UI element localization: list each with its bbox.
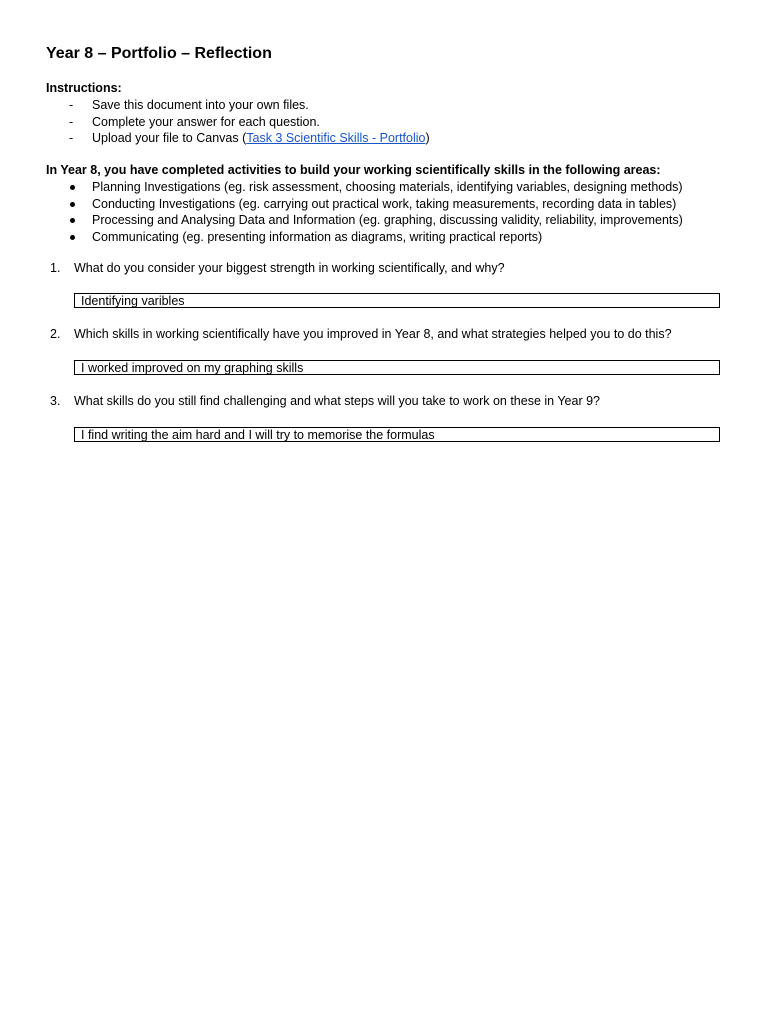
answer-field-1[interactable]: Identifying varibles bbox=[74, 293, 720, 308]
instruction-text: Save this document into your own files. bbox=[92, 98, 309, 112]
skills-area-text: Conducting Investigations (eg. carrying out practical work, taking measurements, recording data in tables) bbox=[92, 196, 677, 211]
instruction-text-after: ) bbox=[425, 131, 430, 145]
skills-areas-intro: In Year 8, you have completed activities to build your working scientifically skills in the following areas: bbox=[46, 163, 661, 177]
skills-area-text: Planning Investigations (eg. risk assessment, choosing materials, identifying variables, designing methods) bbox=[92, 180, 683, 194]
dash-marker: - bbox=[69, 98, 74, 112]
answer-field-3[interactable]: I find writing the aim hard and I will try to memorise the formulas bbox=[74, 427, 720, 442]
question-3 bbox=[46, 393, 726, 410]
bullet-icon bbox=[70, 218, 75, 223]
bullet-icon bbox=[70, 202, 75, 207]
instruction-text-upload bbox=[92, 130, 430, 147]
skills-area-text: Processing and Analysing Data and Information (eg. graphing, discussing validity, reliability, improvements) bbox=[92, 213, 683, 227]
document-title: Year 8 – Portfolio – Reflection bbox=[46, 45, 272, 62]
question-text: What do you consider your biggest strength in working scientifically, and why? bbox=[74, 261, 505, 275]
question-1 bbox=[46, 260, 726, 277]
question-number: 2. bbox=[50, 327, 61, 341]
question-number: 1. bbox=[50, 261, 61, 275]
question-number: 3. bbox=[50, 394, 61, 408]
answer-field-2[interactable]: I worked improved on my graphing skills bbox=[74, 360, 720, 375]
dash-marker: - bbox=[69, 131, 74, 145]
instructions-heading: Instructions: bbox=[46, 81, 122, 95]
bullet-icon bbox=[70, 235, 75, 240]
bullet-icon bbox=[70, 185, 75, 190]
canvas-portfolio-link[interactable]: Task 3 Scientific Skills - Portfolio bbox=[246, 131, 426, 145]
instruction-text: Complete your answer for each question. bbox=[92, 114, 320, 129]
instruction-text-before: Upload your file to Canvas ( bbox=[92, 131, 247, 145]
dash-marker: - bbox=[69, 114, 74, 129]
question-2 bbox=[46, 326, 726, 343]
question-text: What skills do you still find challenging and what steps will you take to work on these in Year 9? bbox=[74, 394, 600, 408]
question-text: Which skills in working scientifically have you improved in Year 8, and what strategies helped you to do this? bbox=[74, 327, 672, 341]
skills-area-text: Communicating (eg. presenting information as diagrams, writing practical reports) bbox=[92, 229, 543, 244]
